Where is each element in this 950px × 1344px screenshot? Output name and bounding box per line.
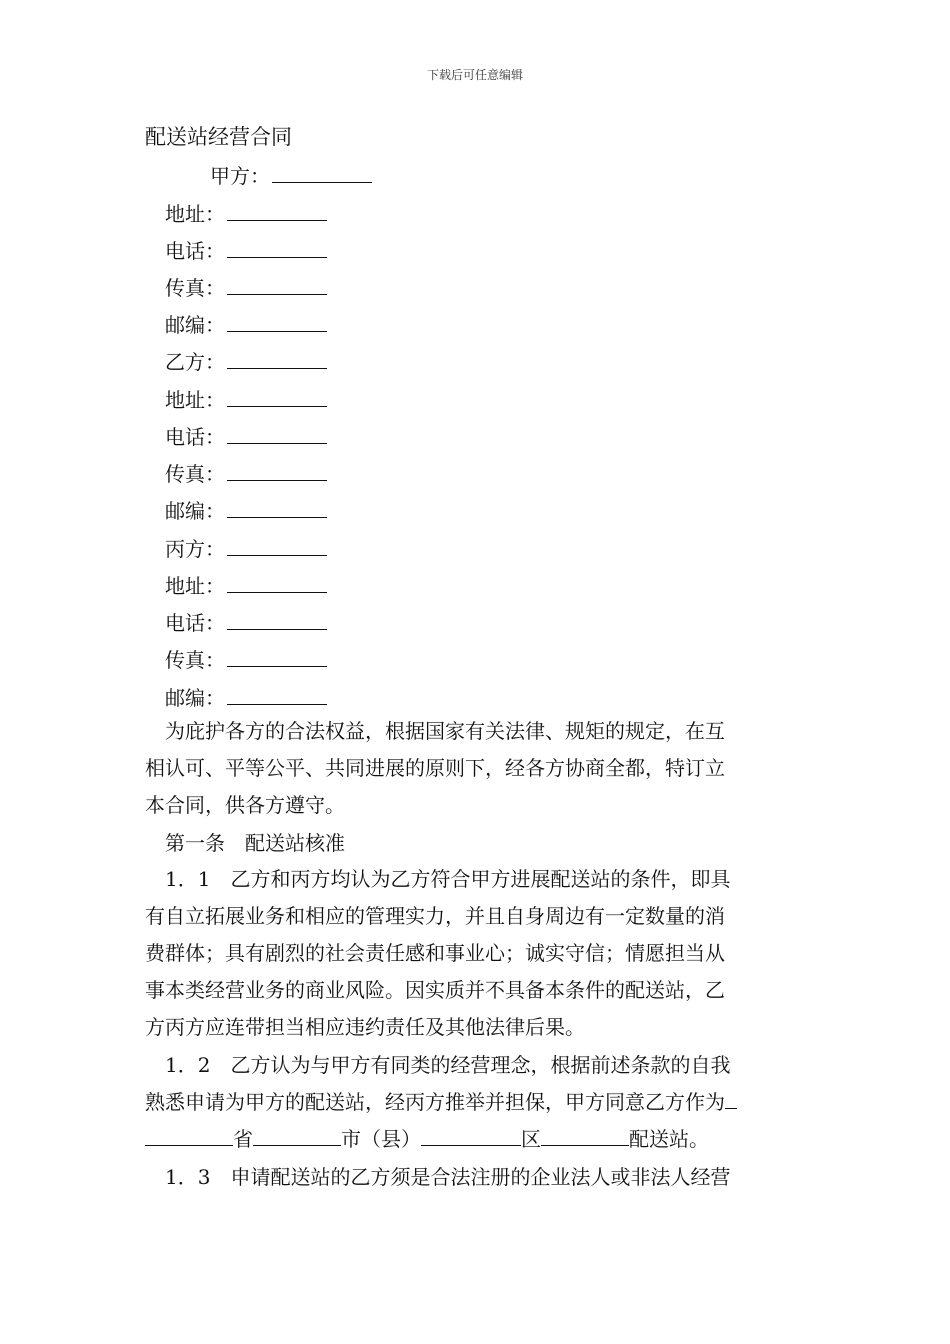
city-label: 市（县）: [341, 1127, 421, 1151]
field-label: 地址：: [165, 202, 225, 226]
fill-blank[interactable]: [227, 605, 327, 630]
clause-1-2: [145, 1047, 810, 1158]
header-note: 下载后可任意编辑: [426, 68, 523, 82]
city-blank[interactable]: [253, 1123, 341, 1146]
clause-line: 1．1 乙方和丙方均认为乙方符合甲方进展配送站的条件，即具: [165, 867, 731, 891]
clause-1-3: [145, 1159, 810, 1196]
clause-location-line: [145, 1121, 810, 1158]
party-b-postcode-field: [165, 493, 327, 525]
fill-blank[interactable]: [227, 270, 327, 295]
party-b-field: [165, 344, 327, 376]
clause-1-1: [145, 861, 810, 1046]
fill-blank[interactable]: [227, 382, 327, 407]
clause-line: [145, 1084, 810, 1121]
party-a-address-field: [165, 196, 327, 228]
district-label: 区: [521, 1127, 541, 1151]
intro-line: 相认可、平等公平、共同进展的原则下，经各方协商全都，特订立: [145, 756, 725, 780]
fill-blank[interactable]: [227, 456, 327, 481]
article-1-heading: 第一条 配送站核准: [165, 831, 345, 855]
field-label: 传真：: [165, 648, 225, 672]
party-b-fax-field: [165, 456, 327, 488]
party-a-fax-field: [165, 270, 327, 302]
clause-line: 方丙方应连带担当相应违约责任及其他法律后果。: [145, 1015, 585, 1039]
party-c-field: [165, 531, 327, 563]
fill-blank[interactable]: [227, 196, 327, 221]
fill-blank[interactable]: [227, 531, 327, 556]
field-label: 邮编：: [165, 686, 225, 710]
party-c-phone-field: [165, 605, 327, 637]
field-label: 乙方：: [165, 350, 225, 374]
clause-text: 熟悉申请为甲方的配送站，经丙方推举并担保，甲方同意乙方作为: [145, 1090, 725, 1114]
province-label: 省: [233, 1127, 253, 1151]
fill-blank[interactable]: [272, 158, 372, 183]
party-c-fax-field: [165, 642, 327, 674]
party-a-phone-field: [165, 233, 327, 265]
party-b-address-field: [165, 382, 327, 414]
fill-blank[interactable]: [725, 1086, 737, 1109]
clause-line: 费群体；具有剧烈的社会责任感和事业心；诚实守信；情愿担当从: [145, 941, 725, 965]
field-label: 地址：: [165, 574, 225, 598]
clause-line: 1．2 乙方认为与甲方有同类的经营理念，根据前述条款的自我: [165, 1053, 731, 1077]
district-blank[interactable]: [421, 1123, 521, 1146]
party-c-postcode-field: [165, 680, 327, 712]
field-label: 传真：: [165, 276, 225, 300]
field-label: 甲方：: [210, 164, 270, 188]
field-label: 电话：: [165, 425, 225, 449]
clause-line: 事本类经营业务的商业风险。因实质并不具备本条件的配送站，乙: [145, 978, 725, 1002]
field-label: 电话：: [165, 239, 225, 263]
party-a-field: [210, 158, 372, 190]
party-c-address-field: [165, 568, 327, 600]
fill-blank[interactable]: [227, 680, 327, 705]
fill-blank[interactable]: [227, 419, 327, 444]
intro-line: 为庇护各方的合法权益，根据国家有关法律、规矩的规定，在互: [165, 719, 725, 743]
field-label: 电话：: [165, 611, 225, 635]
field-label: 地址：: [165, 388, 225, 412]
party-a-postcode-field: [165, 307, 327, 339]
province-blank[interactable]: [145, 1123, 233, 1146]
intro-paragraph: [145, 713, 810, 824]
clause-line: 有自立拓展业务和相应的管理实力，并且自身周边有一定数量的消: [145, 904, 725, 928]
station-label: 配送站。: [629, 1127, 709, 1151]
intro-line: 本合同，供各方遵守。: [145, 793, 345, 817]
fill-blank[interactable]: [227, 233, 327, 258]
fill-blank[interactable]: [227, 568, 327, 593]
field-label: 丙方：: [165, 537, 225, 561]
field-label: 邮编：: [165, 313, 225, 337]
clause-line: 1．3 申请配送站的乙方须是合法注册的企业法人或非法人经营: [165, 1165, 731, 1189]
station-blank[interactable]: [541, 1123, 629, 1146]
fill-blank[interactable]: [227, 642, 327, 667]
party-b-phone-field: [165, 419, 327, 451]
field-label: 传真：: [165, 462, 225, 486]
document-title: 配送站经营合同: [145, 125, 292, 149]
fill-blank[interactable]: [227, 307, 327, 332]
fill-blank[interactable]: [227, 344, 327, 369]
field-label: 邮编：: [165, 499, 225, 523]
fill-blank[interactable]: [227, 493, 327, 518]
